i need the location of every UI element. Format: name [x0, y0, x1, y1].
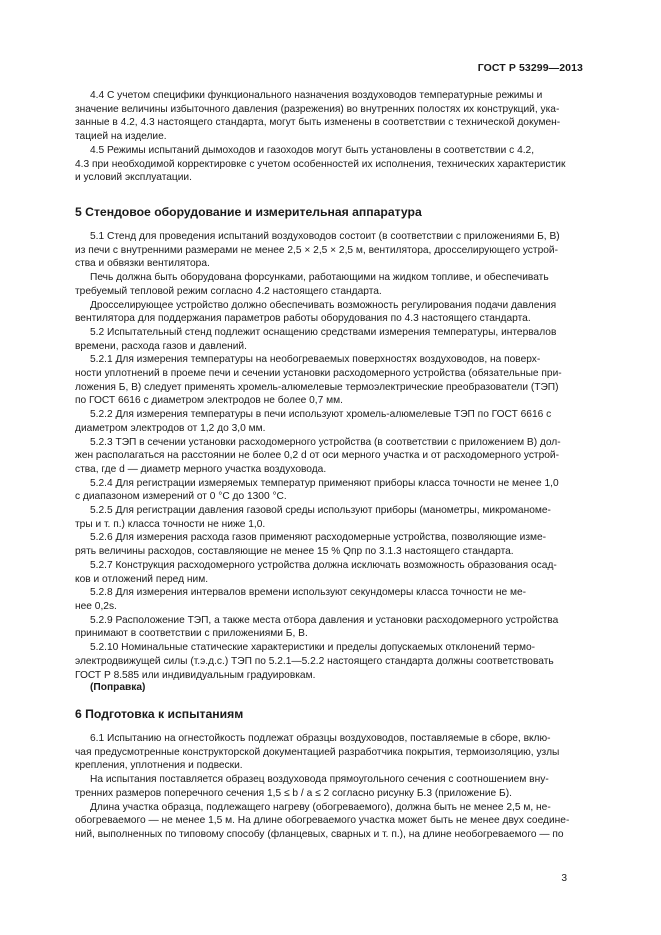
paragraph-text: 4.4 С учетом специфики функционального назначения воздуховодов температурные режимы и значение величины избыточного давления (разрежения) во внутренних полостях их конструкций, ука- занные в 4.2, 4.3 настоящего стандарта, могут быть изменены в соответствии с технической докумен- тацией на изделие. [75, 90, 561, 143]
text-line: диаметром электродов от 1,2 до 3,0 мм. [75, 422, 266, 434]
text-line: 5.1 Стенд для проведения испытаний воздуховодов состоит (в соответствии с приложениями Б, В) [90, 231, 560, 242]
section-6-body [75, 732, 583, 842]
text-line: тренних размеров поперечного сечения 1,5 ≤ b / a ≤ 2 согласно рисунку Б.3 (приложение Б). [75, 787, 512, 799]
paragraph [75, 732, 583, 773]
text-line: обогреваемого — не менее 1,5 м. На длине обогреваемого участка может быть не менее двух соедине- [75, 815, 570, 827]
text-line: требуемый тепловой режим согласно 4.2 настоящего стандарта. [75, 285, 382, 297]
text-line: Дросселирующее устройство должно обеспечивать возможность регулирования подачи давления [90, 299, 557, 311]
paragraph [75, 271, 583, 298]
paragraph [75, 477, 583, 504]
text-line: ства, где d — диаметр мерного участка воздуховода. [75, 463, 327, 475]
paragraph [75, 641, 583, 682]
text-line: ства и обвязки вентилятора. [75, 258, 210, 270]
text-line: жен располагаться на расстоянии не более 0,2 d от оси мерного участка и от расходомерного устрой- [75, 450, 560, 462]
paragraph [75, 559, 583, 586]
paragraph [75, 801, 583, 842]
text-line: ков и отложений перед ним. [75, 573, 209, 585]
text-line: 5.2.6 Для измерения расхода газов применяют расходомерные устройства, позволяющие изме- [90, 532, 547, 544]
text-line: электродвижущей силы (т.э.д.с.) ТЭП по 5.2.1—5.2.2 настоящего стандарта должны соответствовать [75, 655, 554, 667]
section-5-title: 5 Стендовое оборудование и измерительная аппаратура [75, 205, 422, 219]
text-line: чая предусмотренные конструкторской документацией разработчика покрытия, термоизоляцию, узлы [75, 746, 560, 758]
paragraph [75, 436, 583, 477]
text-line: ГОСТ Р 8.585 или индивидуальным градуировкам. [75, 669, 316, 681]
text-line: тры и т. п.) класса точности не ниже 1,0. [75, 518, 266, 530]
section-5-body [75, 230, 583, 693]
paragraph [75, 408, 583, 435]
paragraph [75, 773, 583, 800]
standard-header: ГОСТ Р 53299—2013 [477, 62, 583, 74]
text-line: 5.2.7 Конструкция расходомерного устройства должна исключать возможность образования осад- [90, 559, 557, 571]
text-line: На испытания поставляется образец воздуховода прямоугольного сечения с соотношением вну- [90, 774, 549, 786]
text-line: ности уплотнений в проеме печи и сечении установки расходомерного устройства (обязательные при- [75, 368, 562, 380]
text-line: Длина участка образца, подлежащего нагреву (обогреваемого), должна быть не менее 2,5 м, не- [90, 801, 551, 813]
text-line: вентилятора для поддержания параметров работы оборудования по 4.3 настоящего стандарта. [75, 313, 531, 325]
paragraph-4-5: 4.5 Режимы испытаний дымоходов и газоходов могут быть установлены в соответствии с 4.2, 4.3 при необходимой корректировке с учетом особенностей их исполнения, технических характеристик и условий эксплуатации. [75, 144, 566, 184]
text-line: ний, выполненных по типовому способу (фланцевых, сварных и т. п.), на длине необогреваемого — по [75, 828, 564, 840]
text-line: 5.2.9 Расположение ТЭП, а также места отбора давления и установки расходомерного устройства [90, 614, 559, 626]
text-line: из печи с внутренними размерами не менее 2,5 × 2,5 × 2,5 м, вентилятора, дросселирующего устрой- [75, 244, 558, 256]
paragraph [75, 504, 583, 531]
text-line: крепления, уплотнения и подвески. [75, 760, 243, 772]
paragraph [75, 353, 583, 408]
paragraph-4-4 [75, 89, 583, 185]
text-line: времени, расхода газов и давлений. [75, 340, 247, 352]
paragraph [75, 531, 583, 558]
text-line: 5.2.3 ТЭП в сечении установки расходомерного устройства (в соответствии с приложением В) дол- [90, 436, 561, 448]
text-line: 6.1 Испытанию на огнестойкость подлежат образцы воздуховодов, поставляемые в сборе, вклю- [90, 733, 551, 744]
text-line: 5.2 Испытательный стенд подлежит оснащению средствами измерения температуры, интервалов [90, 326, 557, 338]
paragraph [75, 586, 583, 613]
text-line: нее 0,2s. [75, 600, 117, 612]
text-line: Печь должна быть оборудована форсунками, работающими на жидком топливе, и обеспечивать [90, 272, 549, 284]
text-line: ложения Б, В) следует применять хромель-алюмелевые термоэлектрические преобразователи (ТЭП) [75, 381, 559, 393]
text-line: 5.2.10 Номинальные статические характеристики и пределы допускаемых отклонений термо- [90, 642, 536, 654]
text-line: 5.2.1 Для измерения температуры на необогреваемых поверхностях воздуховодов, на поверх- [90, 354, 541, 366]
paragraph [75, 326, 583, 353]
text-line: 5.2.5 Для регистрации давления газовой среды используют приборы (манометры, микроманоме- [90, 505, 551, 517]
text-line: рять величины расходов, составляющие не менее 15 % Qпр по 3.1.3 настоящего стандарта. [75, 546, 514, 558]
paragraph [75, 614, 583, 641]
text-line: 5.2.8 Для измерения интервалов времени используют секундомеры класса точности не ме- [90, 587, 527, 599]
text-line: по ГОСТ 6616 с диаметром электродов не более 0,7 мм. [75, 395, 343, 407]
text-line: с диапазоном измерений от 0 °С до 1300 °С. [75, 491, 287, 503]
text-line: принимают в соответствии с приложениями Б, В. [75, 628, 308, 640]
text-line: 5.2.2 Для измерения температуры в печи используют хромель-алюмелевые ТЭП по ГОСТ 6616 с [90, 409, 552, 421]
page-number: 3 [561, 873, 567, 884]
paragraph [75, 230, 583, 271]
correction-note: (Поправка) [90, 682, 146, 694]
text-line: 5.2.4 Для регистрации измеряемых температур применяют приборы класса точности не менее 1,0 [90, 477, 559, 489]
section-6-title: 6 Подготовка к испытаниям [75, 707, 244, 721]
paragraph [75, 299, 583, 326]
